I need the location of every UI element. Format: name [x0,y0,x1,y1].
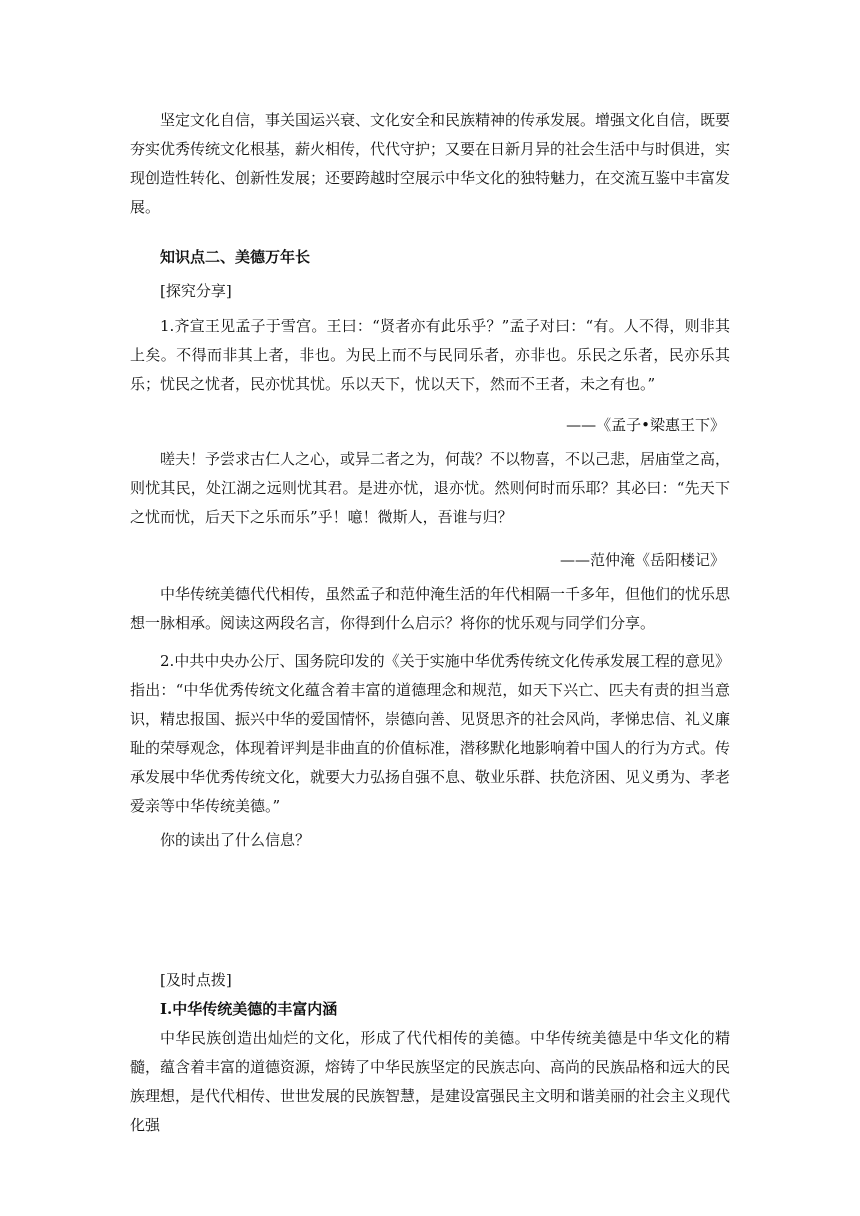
knowledge-point-heading: 知识点二、美德万年长 [160,248,311,266]
section-i-text: 中华民族创造出灿烂的文化，形成了代代相传的美德。中华传统美德是中华文化的精髓，蕴含着丰富的道德资源，熔铸了中华民族坚定的民族志向、高尚的民族品格和远大的民族理想，是代代相传、世世发展的民族智慧，是建设富强民主文明和谐美丽的社会主义现代化强 [130,1029,731,1134]
item1-source: ——《孟子•梁惠王下》 [566,416,725,434]
explore-label: [探究分享] [160,282,232,300]
section-i-heading: Ⅰ.中华传统美德的丰富内涵 [160,1000,338,1018]
item2-text: 2.中共中央办公厅、国务院印发的《关于实施中华优秀传统文化传承发展工程的意见》指出：“中华优秀传统文化蕴含着丰富的道德理念和规范，如天下兴亡、匹夫有责的担当意识，精忠报国、振兴中华的爱国情怀，崇德向善、见贤思齐的社会风尚，孝悌忠信、礼义廉耻的荣辱观念，体现着评判是非曲直的价值标准，潜移默化地影响着中国人的行为方式。传承发展中华优秀传统文化，就要大力弘扬自强不息、敬业乐群、扶危济困、见义勇为、孝老爱亲等中华传统美德。” [130,652,731,815]
quote2-text: 嗟夫！予尝求古仁人之心，或异二者之为，何哉？不以物喜，不以己悲，居庙堂之高，则忧其民，处江湖之远则忧其君。是进亦忧，退亦忧。然则何时而乐耶？其必曰：“先天下之忧而忧，后天下之乐而乐”乎！噫！微斯人，吾谁与归？ [130,450,731,526]
item1-text: 1.齐宣王见孟子于雪宫。王曰：“贤者亦有此乐乎？”孟子对曰：“有。人不得，则非其上矣。不得而非其上者，非也。为民上而不与民同乐者，亦非也。乐民之乐者，民亦乐其乐；忧民之忧者，民亦忧其忧。乐以天下，忧以天下，然而不王者，未之有也。” [130,317,730,393]
question1-text: 中华传统美德代代相传，虽然孟子和范仲淹生活的年代相隔一千多年，但他们的忧乐思想一脉相承。阅读这两段名言，你得到什么启示？将你的忧乐观与同学们分享。 [130,585,731,632]
intro-paragraph: 坚定文化自信，事关国运兴衰、文化安全和民族精神的传承发展。增强文化自信，既要夯实优秀传统文化根基，薪火相传，代代守护；又要在日新月异的社会生活中与时俱进，实现创造性转化、创新性发展；还要跨越时空展示中华文化的独特魅力，在交流互鉴中丰富发展。 [130,111,731,216]
question2-text: 你的读出了什么信息？ [160,831,311,849]
timely-label: [及时点拨] [160,971,232,989]
quote2-source: ——范仲淹《岳阳楼记》 [559,551,725,569]
